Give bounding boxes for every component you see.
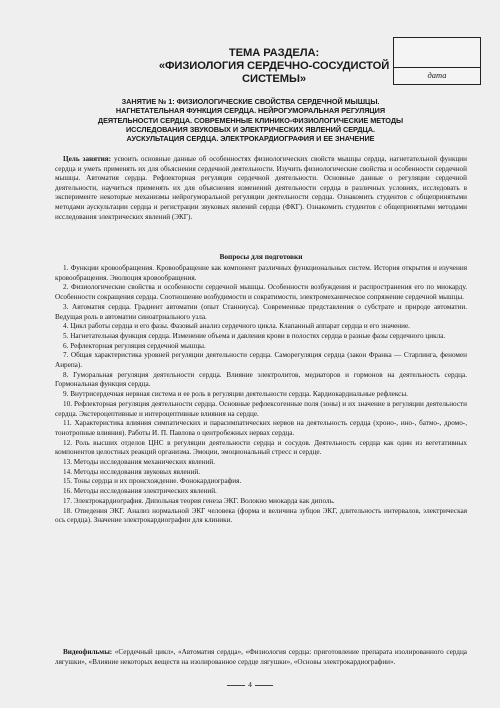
lesson-title-line: ИССЛЕДОВАНИЯ ЗВУКОВЫХ И ЭЛЕКТРИЧЕСКИХ ЯВЛЕНИЙ СЕРДЦА. (125, 124, 376, 134)
question-item: 17. Электрокардиография. Дипольная теория генеза ЭКГ. Волокно миокарда как диполь. (63, 496, 335, 505)
question-item: 16. Методы исследования электрических явлений. (63, 487, 217, 496)
lesson-title-line: ЗАНЯТИЕ № 1: ФИЗИОЛОГИЧЕСКИЕ СВОЙСТВА СЕРДЕЧНОЙ МЫШЦЫ. (121, 97, 380, 106)
question-item: 5. Нагнетательная функция сердца. Изменение объема и давления крови в полостях сердца в разные фазы сердечного цикла. (63, 331, 446, 340)
goal-label: Цель занятия: (63, 155, 112, 163)
question-item: 9. Внутрисердечная нервная система и ее роль в регуляции деятельности сердца. Кардиокардиальные рефлексы. (63, 390, 408, 399)
question-item: 4. Цикл работы сердца и его фазы. Фазовый анализ сердечного цикла. Клапанный аппарат сердца и его значение. (63, 322, 410, 331)
lesson-title-line: НАГНЕТАТЕЛЬНАЯ ФУНКЦИЯ СЕРДЦА. НЕЙРОГУМОРАЛЬНАЯ РЕГУЛЯЦИЯ (115, 106, 386, 116)
goal-text: усвоить основные данные об особенностях физиологических свойств мышцы сердца, нагнетательной функции сердца и уметь применять их для объяснения сердечной деятельности. Изучить физиологические свойства и особенности сердечной мышцы. Автоматия сердца. Рефлекторная регуляция сердечной деятельности. Основные данные о регуляции сердечной деятельности, научиться применять их для объяснения изменений деятельности сердца в различных условиях, исследовать в эксперименте некоторые механизмы нейрогуморальной регуляции деятельности сердца. Ознакомить студентов с общепринятыми методами аускультации сердца и регистрации звуковых явлений сердца (ФКГ). Ознакомить студентов с общепринятыми методами исследования электрических явлений (ЭКГ). (55, 155, 467, 221)
section-title-line-1: ТЕМА РАЗДЕЛА: (228, 47, 320, 59)
question-item: 13. Методы исследования механических явлений. (63, 458, 216, 467)
footer-rule-left (227, 685, 245, 686)
video-films (55, 648, 467, 667)
questions-heading: Вопросы для подготовки (219, 252, 303, 261)
question-item: 6. Рефлекторная регуляция сердечной мышцы. (63, 341, 206, 350)
lesson-goal (55, 155, 467, 222)
question-item: 2. Физиологические свойства и особенности сердечной мышцы. Особенности возбуждения и распространения его по миокарду. Особенности сокращения сердца. Соотношение возбудимости и сократимости, электромеханическое сопряжение сердечной мышцы. (55, 283, 467, 302)
question-item: 1. Функции кровообращения. Кровообращение как компонент различных функциональных систем. История открытия и изучения кровообращения. Эволюция кровообращения. (55, 264, 467, 282)
question-item: 3. Автоматия сердца. Градиент автоматии (опыт Станниуса). Современные представления о субстрате и природе автоматии. Ведущая роль в автоматии синоатриального узла. (55, 302, 467, 321)
lesson-title-line: ДЕЯТЕЛЬНОСТИ СЕРДЦА. СОВРЕМЕННЫЕ КЛИНИКО-ФИЗИОЛОГИЧЕСКИЕ МЕТОДЫ (97, 115, 404, 125)
lesson-title-line: АУСКУЛЬТАЦИЯ СЕРДЦА. ЭЛЕКТРОКАРДИОГРАФИЯ И ЕЕ ЗНАЧЕНИЕ (126, 134, 375, 144)
footer-rule-right (255, 685, 273, 686)
section-title (140, 47, 408, 86)
question-item: 15. Тоны сердца и их происхождение. Фонокардиография. (63, 477, 242, 486)
page-number: 4 (248, 680, 252, 689)
date-box[interactable] (393, 37, 481, 85)
question-item: 14. Методы исследования звуковых явлений. (63, 467, 201, 476)
page-footer (0, 680, 500, 689)
films-label: Видеофильмы: (63, 648, 113, 656)
date-label: дата (394, 67, 480, 84)
question-item: 10. Рефлекторная регуляция деятельности сердца. Основные рефлексогенные поля (зоны) и их значение в регуляции деятельности сердца. Экстероцептивные и интероцептивные влияния на сердце. (55, 399, 467, 418)
question-item: 11. Характеристика влияния симпатических и парасимпатических нервов на деятельность сердца (хроно-, ино-, батмо-, дромо-, тонотропные влияния). Работы И. П. Павлова о центробежных нервах сердца. (55, 419, 467, 437)
films-text: «Сердечный цикл», «Автоматия сердца», «Физиология сердца: приготовление препарата изолированного сердца лягушки», «Влияние некоторых веществ на изолированное сердце лягушки», «Основы электрокардиографии». (55, 648, 467, 666)
question-item: 18. Отведения ЭКГ. Анализ нормальной ЭКГ человека (форма и величина зубцов ЭКГ, длительность интервалов, электрическая ось сердца). Значение электрокардиографии для клиники. (55, 506, 467, 525)
section-title-line-2: «ФИЗИОЛОГИЯ СЕРДЕЧНО-СОСУДИСТОЙ СИСТЕМЫ» (158, 60, 390, 85)
question-item: 8. Гуморальная регуляция деятельности сердца. Влияние электролитов, медиаторов и гормонов на деятельность сердца. Гормональная функция сердца. (55, 370, 467, 389)
question-item: 12. Роль высших отделов ЦНС в регуляции деятельности сердца и сосудов. Деятельность сердца как один из вегетативных компонентов целостных реакций организма. Эмоции, эмоциональный стресс и сердце. (55, 438, 467, 457)
lesson-title (88, 97, 413, 143)
question-item: 7. Общая характеристика уровней регуляции деятельности сердца. Саморегуляция сердца (закон Франка — Старлинга, феномен Анрепа). (55, 351, 467, 370)
questions-list (55, 264, 467, 526)
